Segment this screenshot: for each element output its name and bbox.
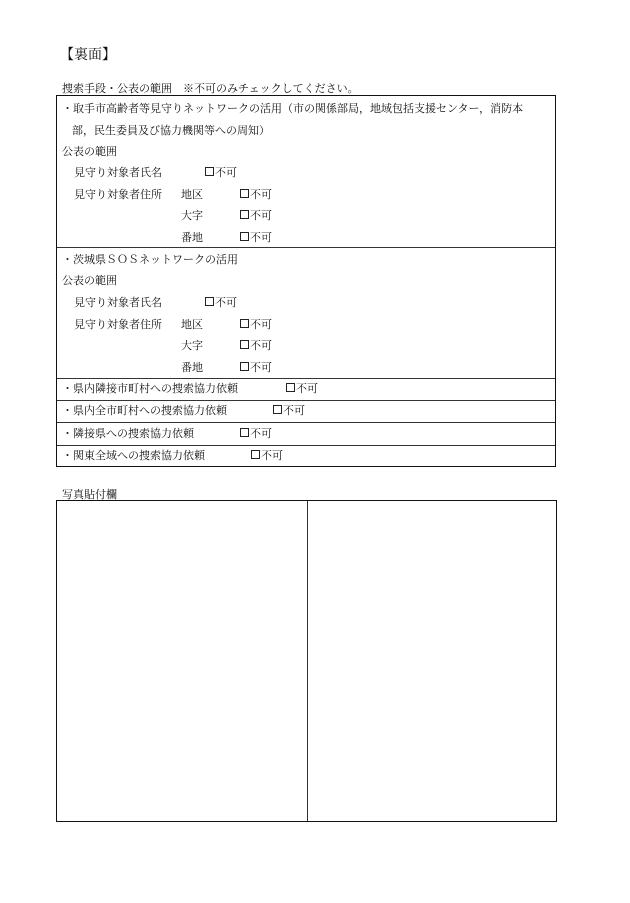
checkbox-label: 不可 <box>250 231 272 244</box>
network1-banchi-checkbox[interactable] <box>240 232 272 243</box>
request-label: ・隣接県への捜索協力依頼 <box>62 427 194 440</box>
request-row-kanto-region <box>57 445 555 466</box>
scope-title: 捜索手段・公表の範囲 ※不可のみチェックしてください。 <box>62 82 359 95</box>
section-toride-network <box>57 96 555 248</box>
request-row-neighbor-municipalities <box>57 378 555 401</box>
network2-line1: ・茨城県ＳＯＳネットワークの活用 <box>62 253 238 266</box>
network2-oaza-checkbox[interactable] <box>240 340 272 351</box>
checkbox-box[interactable] <box>273 405 282 414</box>
network2-public-scope: 公表の範囲 <box>62 274 117 287</box>
network1-oaza-label: 大字 <box>181 209 203 222</box>
checkbox-label: 不可 <box>250 318 272 331</box>
network2-chiku-checkbox[interactable] <box>240 319 272 330</box>
network2-address-label: 見守り対象者住所 <box>74 318 162 331</box>
network2-oaza-label: 大字 <box>181 339 203 352</box>
network2-name-checkbox[interactable] <box>205 297 237 308</box>
network1-chiku-checkbox[interactable] <box>240 189 272 200</box>
search-scope-table <box>56 95 556 467</box>
checkbox-label: 不可 <box>250 427 272 440</box>
section-ibaraki-sos-network <box>57 247 555 379</box>
request-row-all-municipalities <box>57 400 555 423</box>
network2-chiku-label: 地区 <box>181 318 203 331</box>
request-label: ・関東全域への捜索協力依頼 <box>62 449 205 462</box>
checkbox-label: 不可 <box>250 209 272 222</box>
checkbox-box[interactable] <box>251 450 260 459</box>
network2-banchi-label: 番地 <box>181 361 203 374</box>
network2-banchi-checkbox[interactable] <box>240 362 272 373</box>
network1-banchi-label: 番地 <box>181 231 203 244</box>
checkbox-box[interactable] <box>240 319 249 328</box>
checkbox-box[interactable] <box>240 428 249 437</box>
checkbox-label: 不可 <box>215 166 237 179</box>
request-checkbox[interactable] <box>251 450 283 461</box>
checkbox-label: 不可 <box>250 339 272 352</box>
photo-frame <box>56 500 557 822</box>
checkbox-box[interactable] <box>240 362 249 371</box>
network2-name-label: 見守り対象者氏名 <box>74 296 162 309</box>
checkbox-label: 不可 <box>296 382 318 395</box>
request-checkbox[interactable] <box>240 428 272 439</box>
network1-oaza-checkbox[interactable] <box>240 210 272 221</box>
checkbox-label: 不可 <box>283 404 305 417</box>
checkbox-box[interactable] <box>286 383 295 392</box>
checkbox-box[interactable] <box>205 167 214 176</box>
checkbox-box[interactable] <box>240 189 249 198</box>
network1-chiku-label: 地区 <box>181 188 203 201</box>
network1-line1: ・取手市高齢者等見守りネットワークの活用（市の関係部局，地域包括支援センター，消防本 <box>62 102 524 115</box>
network1-line2: 部，民生委員及び協力機関等への周知） <box>72 124 270 137</box>
request-label: ・県内隣接市町村への捜索協力依頼 <box>62 382 238 395</box>
checkbox-box[interactable] <box>240 232 249 241</box>
checkbox-label: 不可 <box>250 188 272 201</box>
checkbox-label: 不可 <box>215 296 237 309</box>
network1-name-checkbox[interactable] <box>205 167 237 178</box>
network1-address-label: 見守り対象者住所 <box>74 188 162 201</box>
network1-public-scope: 公表の範囲 <box>62 145 117 158</box>
request-label: ・県内全市町村への捜索協力依頼 <box>62 404 227 417</box>
request-checkbox[interactable] <box>286 383 318 394</box>
checkbox-box[interactable] <box>240 340 249 349</box>
checkbox-label: 不可 <box>261 449 283 462</box>
checkbox-box[interactable] <box>205 297 214 306</box>
network1-name-label: 見守り対象者氏名 <box>74 166 162 179</box>
photo-title: 写真貼付欄 <box>62 488 117 501</box>
checkbox-box[interactable] <box>240 210 249 219</box>
page-heading: 【裏面】 <box>60 47 116 63</box>
request-checkbox[interactable] <box>273 405 305 416</box>
checkbox-label: 不可 <box>250 361 272 374</box>
request-row-neighbor-prefectures <box>57 422 555 446</box>
photo-divider <box>307 501 308 821</box>
